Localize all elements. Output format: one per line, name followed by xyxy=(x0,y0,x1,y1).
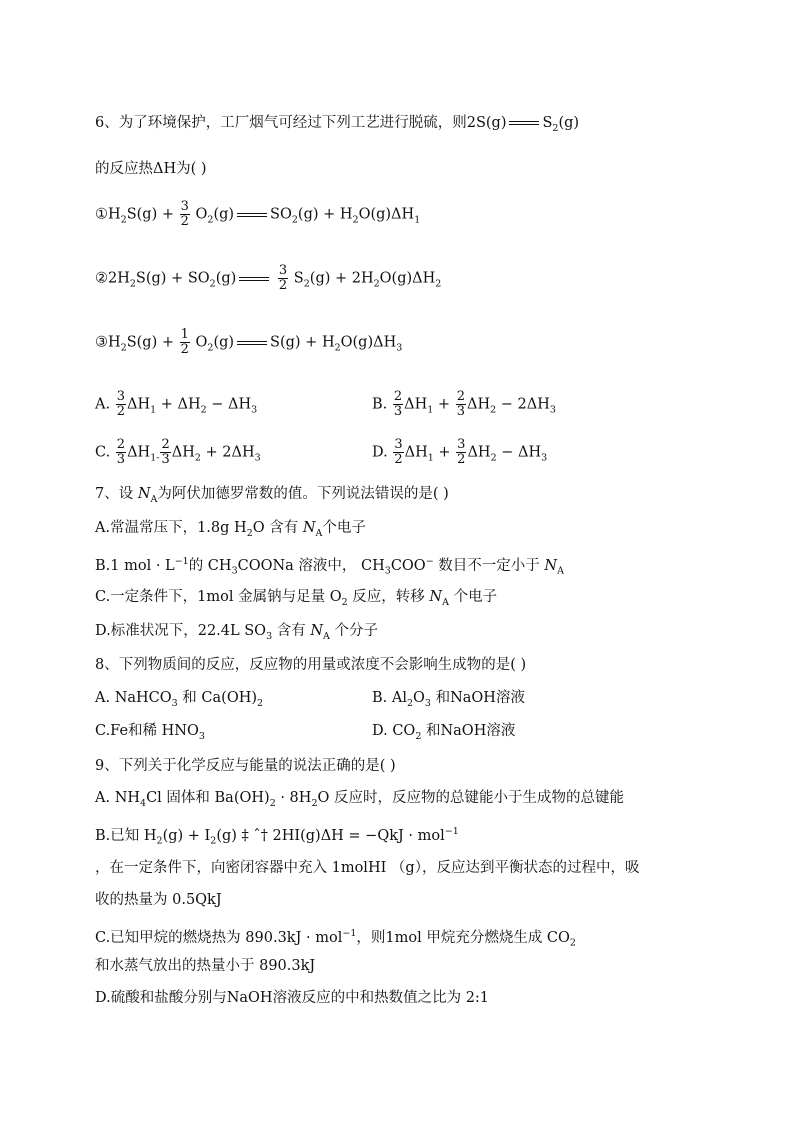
q9-option-c-line2: 和水蒸气放出的热量小于 890.3kJ xyxy=(95,958,316,974)
equals-arrow xyxy=(237,213,267,217)
q6-option-c[interactable]: C. $\frac{2}{3}$ $\Delta H_{1-}$ $\frac{2}{3}$ $\Delta H_2 + 2\Delta H_3$ xyxy=(95,437,261,467)
q8-stem: 8、下列物质间的反应，反应物的用量或浓度不会影响生成物的是( ) xyxy=(95,657,527,673)
equals-arrow xyxy=(237,341,267,345)
q7-option-d[interactable]: D.标准状况下，22.4L $SO_3$ 含有 $N_A$ 个分子 xyxy=(95,623,378,642)
fraction: $\frac{1}{2}$ xyxy=(180,327,189,357)
q7-stem: 7、设 $N_A$为阿伏加德罗常数的值。下列说法错误的是( ) xyxy=(95,486,449,505)
fraction: $\frac{2}{3}$ xyxy=(161,437,170,467)
q8-option-a[interactable]: A. NaHCO$_3$ 和 $Ca(OH)_2$ xyxy=(95,690,264,709)
q7-option-a[interactable]: A.常温常压下，1.8g $H_2O$ 含有 $N_A$个电子 xyxy=(95,520,366,539)
q6-reaction-2: $②2H_2S(g) + SO_2(g)$ $\frac{3}{2}$ $S_2(g) + 2H_2O(g)\Delta H_2$ xyxy=(95,263,442,293)
q6-stem-line1: 6、为了环境保护，工厂烟气可经过下列工艺进行脱硫，则2S(g) $S_2(g)$ xyxy=(95,115,580,134)
fraction: $\frac{2}{3}$ xyxy=(393,389,403,419)
fraction: $\frac{3}{2}$ xyxy=(180,199,189,229)
equilibrium-equals-sign xyxy=(509,121,539,125)
q8-option-b[interactable]: B. $Al_2O_3$ 和NaOH溶液 xyxy=(372,690,525,709)
q6-option-a[interactable]: A. $\frac{3}{2}$ $\Delta H_1 + \Delta H_2 - \Delta H_3$ xyxy=(95,389,258,419)
q6-option-b[interactable]: B. $\frac{2}{3}$ $\Delta H_1$ + $\frac{2}{3}$ $\Delta H_2 - 2\Delta H_3$ xyxy=(372,389,556,419)
q7-option-b[interactable]: B.1 mol · $L^{-1}$的 $CH_3COONa$ 溶液中， $CH_3COO^-$ 数目不一定小于 $N_A$ xyxy=(95,556,564,577)
fraction: $\frac{2}{3}$ xyxy=(456,389,465,419)
fraction: $\frac{3}{2}$ xyxy=(457,437,466,467)
q8-option-c[interactable]: C.Fe和稀 $HNO_3$ xyxy=(95,723,205,742)
q9-option-b-line3: 收的热量为 0.5QkJ xyxy=(95,892,222,908)
q6-reaction-1: $①H_2S(g)$ + $\frac{3}{2}$ $O_2(g) SO_2(g) + H_2O(g)\Delta H_1$ xyxy=(95,199,421,229)
q9-option-c-line1[interactable]: C.已知甲烷的燃烧热为 890.3kJ · mol$^{-1}$，则1mol 甲烷充分燃烧生成 $CO_2$ xyxy=(95,928,576,949)
q8-option-d[interactable]: D. $CO_2$ 和NaOH溶液 xyxy=(372,723,516,742)
q9-option-b-line2: ，在一定条件下，向密闭容器中充入 1molHI （g），反应达到平衡状态的过程中，吸 xyxy=(95,860,640,876)
q7-option-c[interactable]: C.一定条件下，1mol 金属钠与足量 $O_2$ 反应，转移 $N_A$ 个电子 xyxy=(95,589,498,608)
q9-option-b-line1[interactable]: B.已知 $H_2(g) + I_2(g)$ ‡ ˆ† 2HI(g)ΔH = −QkJ · mol$^{-1}$ xyxy=(95,826,459,847)
q9-option-d[interactable]: D.硫酸和盐酸分别与NaOH溶液反应的中和热数值之比为 2:1 xyxy=(95,990,490,1006)
fraction: $\frac{3}{2}$ xyxy=(278,263,288,293)
fraction: $\frac{3}{2}$ xyxy=(394,437,403,467)
q6-reaction-3: $③H_2S(g)$ + $\frac{1}{2}$ $O_2(g) S(g) + H_2O(g)\Delta H_3$ xyxy=(95,327,403,357)
q9-option-a[interactable]: A. $NH_4Cl$ 固体和 $Ba(OH)_2 \cdot 8H_2O$ 反应时，反应物的总键能小于生成物的总键能 xyxy=(95,790,624,809)
equals-arrow xyxy=(239,277,269,281)
q6-stem-line2: 的反应热ΔH为( ) xyxy=(95,161,207,177)
q9-stem: 9、下列关于化学反应与能量的说法正确的是( ) xyxy=(95,758,396,774)
fraction: $\frac{2}{3}$ xyxy=(116,437,126,467)
fraction: $\frac{3}{2}$ xyxy=(116,389,125,419)
q6-option-d[interactable]: D. $\frac{3}{2}$ $\Delta H_1$ + $\frac{3}{2}$ $\Delta H_2 - \Delta H_3$ xyxy=(372,437,548,467)
